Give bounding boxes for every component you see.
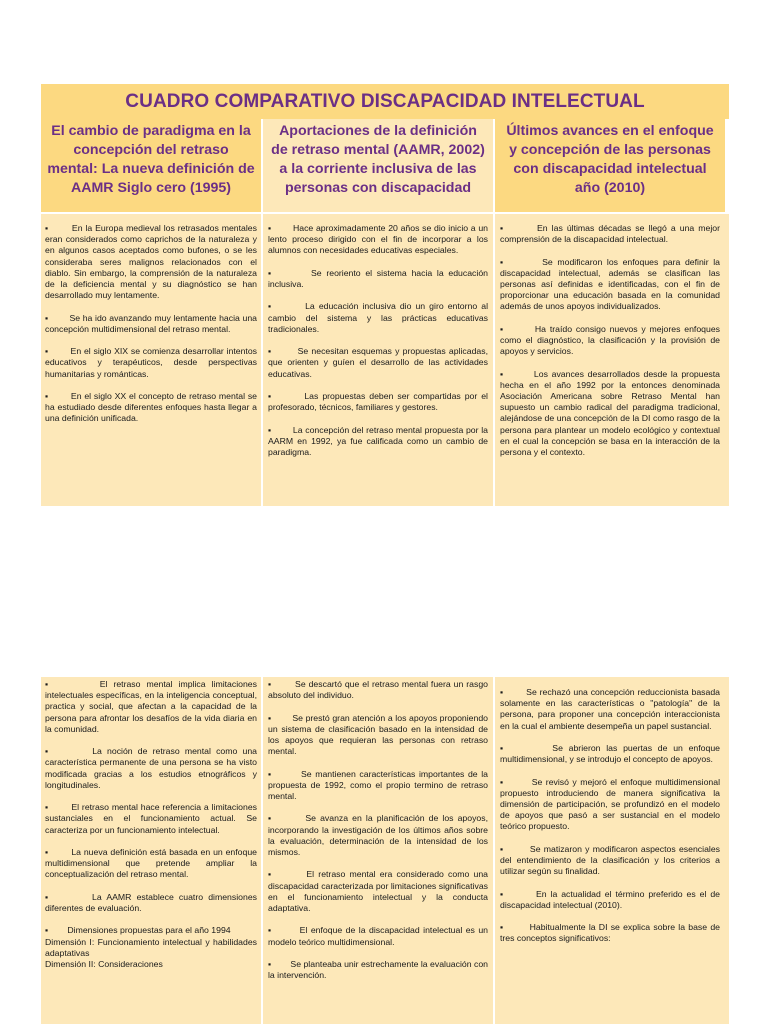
bullet-paragraph: ▪ En la Europa medieval los retrasados mentales eran considerados como caprichos de la naturaleza y en algunos casos aceptados como bufones, o se les consideraba seres malignos relacionados con el diablo. Sin embargo, la comprensión de la naturaleza de la deficiencia mental y su diagnóstico se han desarrollado muy lentamente. (45, 223, 257, 301)
table-title-row (41, 84, 729, 119)
bullet-paragraph: ▪ Se avanza en la planificación de los apoyos, incorporando la investigación de los últimos años sobre la evaluación, determinación de la intensidad de los mismos. (268, 813, 488, 857)
bullet-paragraph: ▪ La noción de retraso mental como una característica permanente de una persona se ha visto modificada gracias a los estudios etnográficos y longitudinales. (45, 746, 257, 790)
column-paradigm-text-continued (41, 677, 261, 1024)
bullet-paragraph: ▪ En la actualidad el término preferido es el de discapacidad intelectual (2010). (500, 888, 720, 910)
column-header-aamr-2002: Aportaciones de la definición de retraso mental (AAMR, 2002) a la corriente inclusiva de las personas con discapacidad (261, 119, 495, 212)
page-title: CUADRO COMPARATIVO DISCAPACIDAD INTELECTUAL (125, 90, 645, 112)
bullet-paragraph: ▪ Se descartó que el retraso mental fuera un rasgo absoluto del individuo. (268, 679, 488, 701)
bullet-paragraph: ▪ En el siglo XIX se comienza desarrollar intentos educativos y terapéuticos, desde perspectivas humanitarias y románticas. (45, 346, 257, 379)
column-header-advances-2010: Últimos avances en el enfoque y concepción de las personas con discapacidad intelectual año (2010) (495, 119, 725, 212)
bullet-paragraph: ▪ Dimensiones propuestas para el año 1994 Dimensión I: Funcionamiento intelectual y habilidades adaptativas Dimensión II: Consideraciones (45, 925, 257, 969)
bullet-paragraph: ▪ Se rechazó una concepción reduccionista basada solamente en las características o "patología" de la persona, para proponer una concepción interaccionista en la cual el ambiente desempeña un papel sustancial. (500, 687, 720, 731)
bullet-paragraph: ▪ Ha traído consigo nuevos y mejores enfoques como el diagnóstico, la clasificación y la provisión de apoyos y servicios. (500, 323, 720, 357)
bullet-paragraph: ▪ En las últimas décadas se llegó a una mejor comprensión de la discapacidad intelectual. (500, 223, 720, 245)
bullet-paragraph: ▪ La nueva definición está basada en un enfoque multidimensional que pretende ampliar la conceptualización del retraso mental. (45, 847, 257, 880)
bullet-paragraph: ▪ El retraso mental implica limitaciones intelectuales específicas, en la inteligencia conceptual, practica y social, que afectan a la capacidad de la persona para afrontar los desafíos de la vida diaria en la comunidad. (45, 679, 257, 734)
bullet-paragraph: ▪ Se reoriento el sistema hacia la educación inclusiva. (268, 267, 488, 289)
table-body-page-2 (41, 677, 729, 1024)
bullet-paragraph: ▪ El retraso mental era considerado como una discapacidad caracterizada por limitaciones significativas en el funcionamiento intelectual y la conducta adaptativa. (268, 869, 488, 913)
table-header-row (41, 119, 729, 212)
bullet-paragraph: ▪ Se matizaron y modificaron aspectos esenciales del entendimiento de la clasificación y los criterios a utilizar según su finalidad. (500, 843, 720, 877)
bullet-paragraph: ▪ Se revisó y mejoró el enfoque multidimensional propuesto introduciendo de manera significativa la dimensión de participación, se profundizó en el modelo de apoyos que pasó a ser sustancial en el modelo teórico propuesto. (500, 776, 720, 832)
table-body-page-1 (41, 214, 729, 506)
column-aamr-2002-text-continued (261, 677, 495, 1024)
bullet-paragraph: ▪ Habitualmente la DI se explica sobre la base de tres conceptos significativos: (500, 922, 720, 944)
bullet-paragraph: ▪ Se ha ido avanzando muy lentamente hacia una concepción multidimensional del retraso mental. (45, 312, 257, 334)
bullet-paragraph: ▪ Se necesitan esquemas y propuestas aplicadas, que orienten y guíen el desarrollo de las actividades educativas. (268, 346, 488, 379)
column-advances-2010-text (495, 214, 725, 506)
bullet-paragraph: ▪ La concepción del retraso mental propuesta por la AARM en 1992, ya fue calificada como un cambio de paradigma. (268, 424, 488, 457)
column-paradigm-text (41, 214, 261, 506)
bullet-paragraph: ▪ Se modificaron los enfoques para definir la discapacidad intelectual, además se clasifican las personas así definidas e identificadas, con el fin de proporcionar una educación basada en la comunidad además de unos apoyos individualizados. (500, 256, 720, 312)
bullet-paragraph: ▪ Se abrieron las puertas de un enfoque multidimensional, y se introdujo el concepto de apoyos. (500, 743, 720, 765)
bullet-paragraph: ▪ Hace aproximadamente 20 años se dio inicio a un lento proceso dirigido con el fin de incorporar a los alumnos con necesidades educativas especiales. (268, 223, 488, 256)
bullet-paragraph: ▪ El retraso mental hace referencia a limitaciones sustanciales en el funcionamiento actual. Se caracteriza por un funcionamiento intelectual. (45, 802, 257, 835)
bullet-paragraph: ▪ La educación inclusiva dio un giro entorno al cambio del sistema y las prácticas educativas tradicionales. (268, 301, 488, 334)
bullet-paragraph: ▪ En el siglo XX el concepto de retraso mental se ha estudiado desde diferentes enfoques hasta llegar a una definición unificada. (45, 391, 257, 424)
bullet-paragraph: ▪ Los avances desarrollados desde la propuesta hecha en el año 1992 por la entonces denominada Asociación Americana sobre Retraso Mental han supuesto un cambio radical del paradigma tradicional, alejándose de una concepción de la DI como rasgo de la persona para plantear un modelo ecológico y contextual en el cual la concepción se basa en la interacción de la persona y el contexto. (500, 368, 720, 458)
column-advances-2010-text-continued (495, 677, 725, 1024)
bullet-paragraph: ▪ Se planteaba unir estrechamente la evaluación con la intervención. (268, 958, 488, 981)
column-aamr-2002-text (261, 214, 495, 506)
bullet-paragraph: ▪ Se prestó gran atención a los apoyos proponiendo un sistema de clasificación basado en la intensidad de los apoyos que requieran las personas con retraso mental. (268, 712, 488, 757)
column-header-paradigm: El cambio de paradigma en la concepción del retraso mental: La nueva definición de AAMR Siglo cero (1995) (41, 119, 261, 212)
bullet-paragraph: ▪ La AAMR establece cuatro dimensiones diferentes de evaluación. (45, 891, 257, 913)
bullet-paragraph: ▪ Las propuestas deben ser compartidas por el profesorado, técnicos, familiares y gestores. (268, 390, 488, 413)
bullet-paragraph: ▪ El enfoque de la discapacidad intelectual es un modelo teórico multidimensional. (268, 925, 488, 947)
bullet-paragraph: ▪ Se mantienen características importantes de la propuesta de 1992, como el propio termino de retraso mental. (268, 768, 488, 801)
